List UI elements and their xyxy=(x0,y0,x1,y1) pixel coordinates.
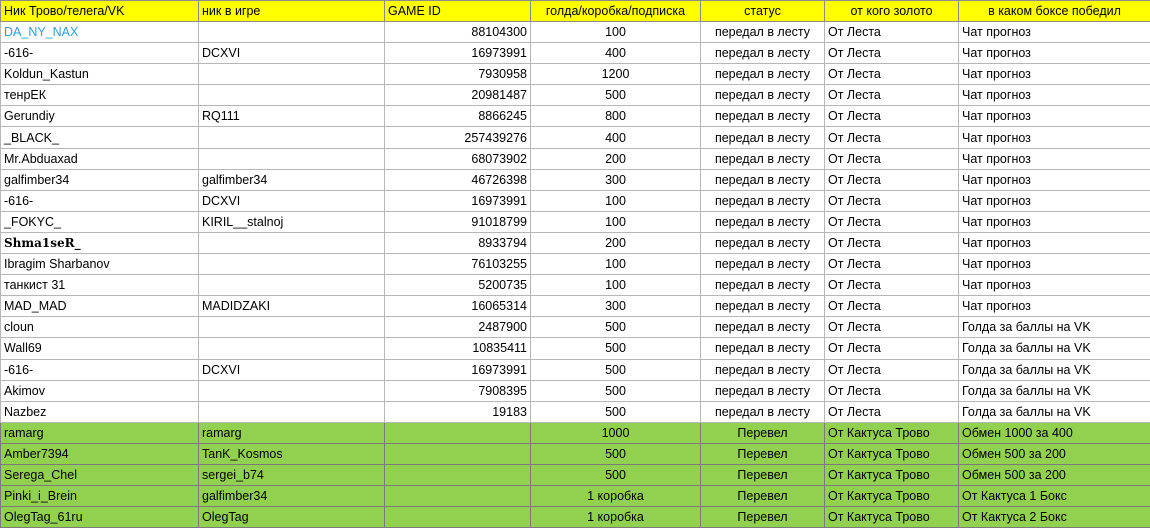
status-cell[interactable]: передал в лесту xyxy=(701,254,825,275)
game-id-cell[interactable] xyxy=(385,422,531,443)
game-nick-cell[interactable] xyxy=(199,254,385,275)
status-cell[interactable]: Перевел xyxy=(701,443,825,464)
header-nick[interactable]: Ник Трово/телега/VK xyxy=(1,1,199,22)
nick-cell[interactable]: DA_NY_NAX xyxy=(1,22,199,43)
box-cell[interactable]: От Кактуса 2 Бокс xyxy=(959,507,1150,528)
box-cell[interactable]: Чат прогноз xyxy=(959,127,1150,148)
header-row xyxy=(1,1,1150,22)
table-row xyxy=(1,380,1150,401)
status-cell[interactable]: передал в лесту xyxy=(701,359,825,380)
table-row xyxy=(1,507,1150,528)
nick-cell[interactable]: Nazbez xyxy=(1,401,199,422)
game-nick-cell[interactable]: OlegTag xyxy=(199,507,385,528)
nick-cell[interactable]: Mr.Abduaxad xyxy=(1,148,199,169)
status-cell[interactable]: передал в лесту xyxy=(701,275,825,296)
from-cell[interactable]: От Леста xyxy=(825,127,959,148)
table-row xyxy=(1,85,1150,106)
status-cell[interactable]: передал в лесту xyxy=(701,64,825,85)
gold-cell[interactable]: 100 xyxy=(531,275,701,296)
table-row xyxy=(1,232,1150,253)
game-id-cell[interactable]: 8933794 xyxy=(385,232,531,253)
game-id-cell[interactable]: 16065314 xyxy=(385,296,531,317)
gold-cell[interactable]: 500 xyxy=(531,401,701,422)
game-id-cell[interactable]: 5200735 xyxy=(385,275,531,296)
from-cell[interactable]: От Леста xyxy=(825,148,959,169)
header-status[interactable]: статус xyxy=(701,1,825,22)
game-nick-cell[interactable]: DCXVI xyxy=(199,359,385,380)
game-nick-cell[interactable]: galfimber34 xyxy=(199,169,385,190)
nick-cell[interactable]: танкист 31 xyxy=(1,275,199,296)
table-row xyxy=(1,148,1150,169)
nick-cell[interactable]: _BLACK_ xyxy=(1,127,199,148)
game-id-cell[interactable]: 88104300 xyxy=(385,22,531,43)
status-cell[interactable]: передал в лесту xyxy=(701,85,825,106)
box-cell[interactable]: Голда за баллы на VK xyxy=(959,401,1150,422)
game-nick-cell[interactable]: sergei_b74 xyxy=(199,464,385,485)
gold-cell[interactable]: 400 xyxy=(531,43,701,64)
nick-cell[interactable]: -616- xyxy=(1,359,199,380)
game-nick-cell[interactable]: MADIDZAKI xyxy=(199,296,385,317)
game-nick-cell[interactable] xyxy=(199,338,385,359)
nick-cell[interactable]: Serega_Chel xyxy=(1,464,199,485)
header-gold[interactable]: голда/коробка/подписка xyxy=(531,1,701,22)
game-id-cell[interactable]: 19183 xyxy=(385,401,531,422)
game-id-cell[interactable] xyxy=(385,464,531,485)
game-nick-cell[interactable] xyxy=(199,317,385,338)
gold-cell[interactable]: 300 xyxy=(531,296,701,317)
gold-cell[interactable]: 100 xyxy=(531,190,701,211)
from-cell[interactable]: От Леста xyxy=(825,359,959,380)
game-id-cell[interactable]: 2487900 xyxy=(385,317,531,338)
table-row xyxy=(1,22,1150,43)
box-cell[interactable]: Чат прогноз xyxy=(959,106,1150,127)
from-cell[interactable]: От Кактуса Трово xyxy=(825,443,959,464)
status-cell[interactable]: Перевел xyxy=(701,422,825,443)
status-cell[interactable]: передал в лесту xyxy=(701,338,825,359)
from-cell[interactable]: От Кактуса Трово xyxy=(825,464,959,485)
status-cell[interactable]: Перевел xyxy=(701,507,825,528)
game-nick-cell[interactable] xyxy=(199,22,385,43)
gold-cell[interactable]: 500 xyxy=(531,380,701,401)
nick-cell[interactable]: Amber7394 xyxy=(1,443,199,464)
nick-cell[interactable]: -616- xyxy=(1,43,199,64)
box-cell[interactable]: Чат прогноз xyxy=(959,232,1150,253)
status-cell[interactable]: передал в лесту xyxy=(701,380,825,401)
nick-cell[interactable]: Shma1seR_ xyxy=(1,232,199,253)
status-cell[interactable]: передал в лесту xyxy=(701,401,825,422)
game-nick-cell[interactable]: KIRIL__stalnoj xyxy=(199,211,385,232)
gold-cell[interactable]: 1 коробка xyxy=(531,507,701,528)
nick-cell[interactable]: -616- xyxy=(1,190,199,211)
gold-cell[interactable]: 100 xyxy=(531,22,701,43)
game-id-cell[interactable]: 91018799 xyxy=(385,211,531,232)
gold-cell[interactable]: 1000 xyxy=(531,422,701,443)
game-id-cell[interactable]: 10835411 xyxy=(385,338,531,359)
nick-cell[interactable]: Wall69 xyxy=(1,338,199,359)
game-id-cell[interactable]: 16973991 xyxy=(385,359,531,380)
game-nick-cell[interactable]: ramarg xyxy=(199,422,385,443)
nick-cell[interactable]: cloun xyxy=(1,317,199,338)
status-cell[interactable]: передал в лесту xyxy=(701,211,825,232)
status-cell[interactable]: передал в лесту xyxy=(701,22,825,43)
game-id-cell[interactable]: 46726398 xyxy=(385,169,531,190)
header-box[interactable]: в каком боксе победил xyxy=(959,1,1150,22)
from-cell[interactable]: От Леста xyxy=(825,275,959,296)
box-cell[interactable]: Чат прогноз xyxy=(959,43,1150,64)
from-cell[interactable]: От Леста xyxy=(825,211,959,232)
box-cell[interactable]: Чат прогноз xyxy=(959,22,1150,43)
from-cell[interactable]: От Леста xyxy=(825,232,959,253)
status-cell[interactable]: передал в лесту xyxy=(701,169,825,190)
from-cell[interactable]: От Леста xyxy=(825,190,959,211)
gold-cell[interactable]: 1 коробка xyxy=(531,486,701,507)
box-cell[interactable]: Чат прогноз xyxy=(959,169,1150,190)
gold-cell[interactable]: 400 xyxy=(531,127,701,148)
table-body xyxy=(1,22,1150,528)
game-id-cell[interactable]: 7930958 xyxy=(385,64,531,85)
nick-cell[interactable]: ramarg xyxy=(1,422,199,443)
game-id-cell[interactable]: 16973991 xyxy=(385,190,531,211)
table-row xyxy=(1,296,1150,317)
box-cell[interactable]: Чат прогноз xyxy=(959,275,1150,296)
game-nick-cell[interactable]: DCXVI xyxy=(199,190,385,211)
from-cell[interactable]: От Леста xyxy=(825,22,959,43)
box-cell[interactable]: Чат прогноз xyxy=(959,211,1150,232)
header-from[interactable]: от кого золото xyxy=(825,1,959,22)
gold-cell[interactable]: 500 xyxy=(531,317,701,338)
game-id-cell[interactable]: 8866245 xyxy=(385,106,531,127)
table-row xyxy=(1,338,1150,359)
nick-cell[interactable]: Gerundiy xyxy=(1,106,199,127)
gold-cell[interactable]: 1200 xyxy=(531,64,701,85)
box-cell[interactable]: Чат прогноз xyxy=(959,190,1150,211)
table-row xyxy=(1,443,1150,464)
status-cell[interactable]: передал в лесту xyxy=(701,232,825,253)
status-cell[interactable]: передал в лесту xyxy=(701,127,825,148)
status-cell[interactable]: Перевел xyxy=(701,464,825,485)
game-nick-cell[interactable] xyxy=(199,64,385,85)
game-id-cell[interactable]: 16973991 xyxy=(385,43,531,64)
status-cell[interactable]: передал в лесту xyxy=(701,148,825,169)
nick-cell[interactable]: OlegTag_61ru xyxy=(1,507,199,528)
nick-cell[interactable]: Ibragim Sharbanov xyxy=(1,254,199,275)
box-cell[interactable]: Голда за баллы на VK xyxy=(959,338,1150,359)
header-game-nick[interactable]: ник в игре xyxy=(199,1,385,22)
box-cell[interactable]: Чат прогноз xyxy=(959,296,1150,317)
gold-cell[interactable]: 500 xyxy=(531,443,701,464)
box-cell[interactable]: Чат прогноз xyxy=(959,64,1150,85)
nick-cell[interactable]: _FOKYC_ xyxy=(1,211,199,232)
game-nick-cell[interactable] xyxy=(199,127,385,148)
from-cell[interactable]: От Леста xyxy=(825,169,959,190)
gold-cell[interactable]: 800 xyxy=(531,106,701,127)
game-id-cell[interactable]: 7908395 xyxy=(385,380,531,401)
gold-cell[interactable]: 100 xyxy=(531,254,701,275)
game-id-cell[interactable] xyxy=(385,507,531,528)
game-nick-cell[interactable] xyxy=(199,148,385,169)
table-row xyxy=(1,190,1150,211)
box-cell[interactable]: Чат прогноз xyxy=(959,85,1150,106)
gold-cell[interactable]: 500 xyxy=(531,338,701,359)
box-cell[interactable]: Обмен 1000 за 400 xyxy=(959,422,1150,443)
from-cell[interactable]: От Леста xyxy=(825,85,959,106)
from-cell[interactable]: От Кактуса Трово xyxy=(825,422,959,443)
game-id-cell[interactable]: 20981487 xyxy=(385,85,531,106)
nick-cell[interactable]: Koldun_Kastun xyxy=(1,64,199,85)
nick-cell[interactable]: Pinki_i_Brein xyxy=(1,486,199,507)
from-cell[interactable]: От Леста xyxy=(825,106,959,127)
from-cell[interactable]: От Леста xyxy=(825,380,959,401)
game-id-cell[interactable]: 76103255 xyxy=(385,254,531,275)
table-row xyxy=(1,127,1150,148)
from-cell[interactable]: От Леста xyxy=(825,317,959,338)
table-row xyxy=(1,275,1150,296)
nick-cell[interactable]: MAD_MAD xyxy=(1,296,199,317)
table-row xyxy=(1,106,1150,127)
nick-cell[interactable]: тенрЕК xyxy=(1,85,199,106)
game-nick-cell[interactable]: TanK_Kosmos xyxy=(199,443,385,464)
status-cell[interactable]: передал в лесту xyxy=(701,43,825,64)
from-cell[interactable]: От Кактуса Трово xyxy=(825,486,959,507)
from-cell[interactable]: От Леста xyxy=(825,254,959,275)
game-id-cell[interactable]: 257439276 xyxy=(385,127,531,148)
table-row xyxy=(1,43,1150,64)
game-nick-cell[interactable] xyxy=(199,232,385,253)
box-cell[interactable]: Обмен 500 за 200 xyxy=(959,443,1150,464)
gold-cell[interactable]: 100 xyxy=(531,211,701,232)
table-row xyxy=(1,317,1150,338)
box-cell[interactable]: От Кактуса 1 Бокс xyxy=(959,486,1150,507)
table-row xyxy=(1,464,1150,485)
table-row xyxy=(1,486,1150,507)
gold-cell[interactable]: 500 xyxy=(531,85,701,106)
nick-cell[interactable]: Akimov xyxy=(1,380,199,401)
box-cell[interactable]: Голда за баллы на VK xyxy=(959,317,1150,338)
from-cell[interactable]: От Леста xyxy=(825,43,959,64)
game-nick-cell[interactable] xyxy=(199,85,385,106)
status-cell[interactable]: передал в лесту xyxy=(701,317,825,338)
table-row xyxy=(1,401,1150,422)
box-cell[interactable]: Обмен 500 за 200 xyxy=(959,464,1150,485)
table-row xyxy=(1,422,1150,443)
game-id-cell[interactable] xyxy=(385,443,531,464)
table-row xyxy=(1,169,1150,190)
gold-cell[interactable]: 200 xyxy=(531,232,701,253)
from-cell[interactable]: От Кактуса Трово xyxy=(825,507,959,528)
status-cell[interactable]: передал в лесту xyxy=(701,106,825,127)
from-cell[interactable]: От Леста xyxy=(825,296,959,317)
status-cell[interactable]: передал в лесту xyxy=(701,190,825,211)
table-row xyxy=(1,211,1150,232)
game-nick-cell[interactable] xyxy=(199,380,385,401)
status-cell[interactable]: передал в лесту xyxy=(701,296,825,317)
box-cell[interactable]: Голда за баллы на VK xyxy=(959,380,1150,401)
table-row xyxy=(1,359,1150,380)
game-nick-cell[interactable]: galfimber34 xyxy=(199,486,385,507)
box-cell[interactable]: Чат прогноз xyxy=(959,148,1150,169)
header-game-id[interactable]: GAME ID xyxy=(385,1,531,22)
table-row xyxy=(1,64,1150,85)
box-cell[interactable]: Голда за баллы на VK xyxy=(959,359,1150,380)
gold-cell[interactable]: 200 xyxy=(531,148,701,169)
game-nick-cell[interactable] xyxy=(199,275,385,296)
status-cell[interactable]: Перевел xyxy=(701,486,825,507)
nick-cell[interactable]: galfimber34 xyxy=(1,169,199,190)
from-cell[interactable]: От Леста xyxy=(825,64,959,85)
gold-cell[interactable]: 500 xyxy=(531,464,701,485)
game-id-cell[interactable]: 68073902 xyxy=(385,148,531,169)
game-nick-cell[interactable]: RQ111 xyxy=(199,106,385,127)
gold-cell[interactable]: 300 xyxy=(531,169,701,190)
from-cell[interactable]: От Леста xyxy=(825,401,959,422)
game-nick-cell[interactable]: DCXVI xyxy=(199,43,385,64)
table-row xyxy=(1,254,1150,275)
box-cell[interactable]: Чат прогноз xyxy=(959,254,1150,275)
gold-cell[interactable]: 500 xyxy=(531,359,701,380)
game-id-cell[interactable] xyxy=(385,486,531,507)
game-nick-cell[interactable] xyxy=(199,401,385,422)
from-cell[interactable]: От Леста xyxy=(825,338,959,359)
